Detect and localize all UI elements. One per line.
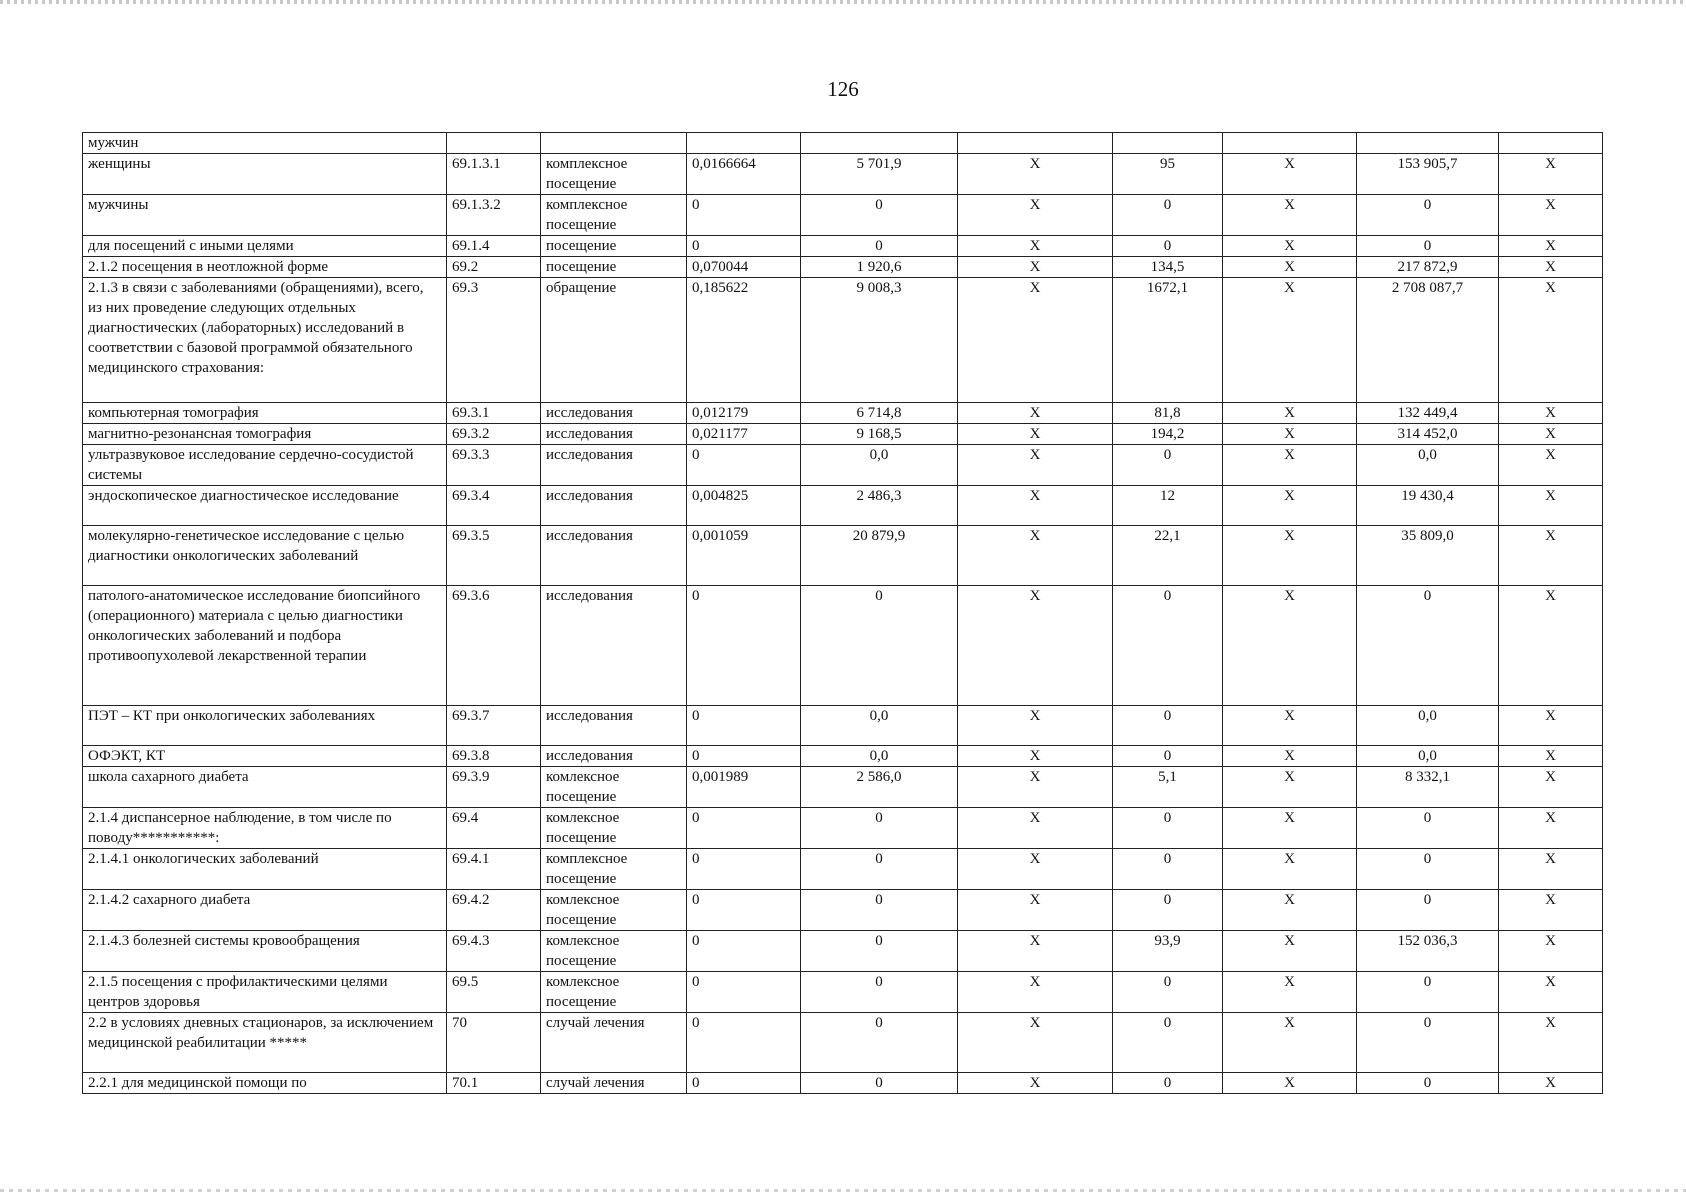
table-row <box>83 278 1603 403</box>
cell-c4: 0,070044 <box>687 257 801 278</box>
table-row <box>83 403 1603 424</box>
cell-code: 69.3.2 <box>447 424 541 445</box>
cell-c5: 6 714,8 <box>801 403 958 424</box>
cell-c4: 0 <box>687 890 801 931</box>
cell-code: 69.3 <box>447 278 541 403</box>
cell-name: ПЭТ – КТ при онкологических заболеваниях <box>83 706 447 746</box>
cell-c7: 0 <box>1113 890 1223 931</box>
cell-name: женщины <box>83 154 447 195</box>
cell-c6: X <box>958 808 1113 849</box>
cell-c9: 0 <box>1357 1013 1499 1073</box>
cell-c9: 153 905,7 <box>1357 154 1499 195</box>
cell-c5: 5 701,9 <box>801 154 958 195</box>
cell-c9: 314 452,0 <box>1357 424 1499 445</box>
table-row <box>83 706 1603 746</box>
cell-c7: 95 <box>1113 154 1223 195</box>
cell-c9: 35 809,0 <box>1357 526 1499 586</box>
table-row <box>83 486 1603 526</box>
cell-name: 2.1.3 в связи с заболеваниями (обращениями), всего, из них проведение следующих отдельных диагностических (лабораторных) исследований в соответствии с базовой программой обязательного медицинского страхования: <box>83 278 447 403</box>
cell-c6: X <box>958 706 1113 746</box>
cell-c8: X <box>1223 1073 1357 1094</box>
cell-c5: 0 <box>801 890 958 931</box>
cell-c7: 0 <box>1113 236 1223 257</box>
cell-c7: 134,5 <box>1113 257 1223 278</box>
cell-unit: комлексное посещение <box>541 808 687 849</box>
cell-unit: комплексное посещение <box>541 849 687 890</box>
table-row <box>83 133 1603 154</box>
cell-c9: 0 <box>1357 586 1499 706</box>
cell-c5: 0 <box>801 931 958 972</box>
cell-c9: 0,0 <box>1357 706 1499 746</box>
cell-name: школа сахарного диабета <box>83 767 447 808</box>
cell-c6: X <box>958 236 1113 257</box>
cell-c4: 0 <box>687 586 801 706</box>
cell-c7: 93,9 <box>1113 931 1223 972</box>
cell-c8: X <box>1223 403 1357 424</box>
table-body <box>83 133 1603 1094</box>
cell-c9: 0,0 <box>1357 445 1499 486</box>
cell-unit: исследования <box>541 586 687 706</box>
cell-c8 <box>1223 133 1357 154</box>
cell-c10: X <box>1499 278 1603 403</box>
cell-c4: 0 <box>687 849 801 890</box>
cell-c8: X <box>1223 445 1357 486</box>
table-row <box>83 972 1603 1013</box>
cell-c9: 0 <box>1357 808 1499 849</box>
cell-c9: 0 <box>1357 195 1499 236</box>
cell-c7: 5,1 <box>1113 767 1223 808</box>
cell-c8: X <box>1223 849 1357 890</box>
cell-c4: 0,0166664 <box>687 154 801 195</box>
cell-unit: комплексное посещение <box>541 195 687 236</box>
cell-c7: 0 <box>1113 706 1223 746</box>
table-row <box>83 424 1603 445</box>
table-row <box>83 445 1603 486</box>
data-table <box>82 132 1603 1094</box>
cell-c8: X <box>1223 278 1357 403</box>
cell-c10: X <box>1499 445 1603 486</box>
cell-c6: X <box>958 403 1113 424</box>
cell-c6: X <box>958 257 1113 278</box>
table-row <box>83 1073 1603 1094</box>
cell-c10: X <box>1499 849 1603 890</box>
cell-c10: X <box>1499 403 1603 424</box>
cell-c10: X <box>1499 257 1603 278</box>
cell-c8: X <box>1223 972 1357 1013</box>
cell-unit: исследования <box>541 486 687 526</box>
cell-c8: X <box>1223 746 1357 767</box>
cell-name: ультразвуковое исследование сердечно-сосудистой системы <box>83 445 447 486</box>
cell-code: 69.4 <box>447 808 541 849</box>
cell-name: мужчин <box>83 133 447 154</box>
cell-c7: 81,8 <box>1113 403 1223 424</box>
cell-name: 2.1.4.1 онкологических заболеваний <box>83 849 447 890</box>
cell-c5 <box>801 133 958 154</box>
cell-c6: X <box>958 278 1113 403</box>
cell-c4: 0 <box>687 808 801 849</box>
cell-name: патолого-анатомическое исследование биопсийного (операционного) материала с целью диагностики онкологических заболеваний и подбора противоопухолевой лекарственной терапии <box>83 586 447 706</box>
cell-c8: X <box>1223 257 1357 278</box>
cell-c4: 0,185622 <box>687 278 801 403</box>
cell-code: 70 <box>447 1013 541 1073</box>
cell-name: молекулярно-генетическое исследование с целью диагностики онкологических заболеваний <box>83 526 447 586</box>
cell-name: эндоскопическое диагностическое исследование <box>83 486 447 526</box>
cell-c7: 22,1 <box>1113 526 1223 586</box>
cell-c8: X <box>1223 706 1357 746</box>
cell-c10 <box>1499 133 1603 154</box>
cell-code: 69.4.3 <box>447 931 541 972</box>
cell-code: 69.1.4 <box>447 236 541 257</box>
cell-code: 69.1.3.2 <box>447 195 541 236</box>
cell-c8: X <box>1223 767 1357 808</box>
cell-c7: 0 <box>1113 972 1223 1013</box>
cell-unit: комлексное посещение <box>541 767 687 808</box>
cell-c8: X <box>1223 890 1357 931</box>
cell-c8: X <box>1223 486 1357 526</box>
cell-c7: 0 <box>1113 445 1223 486</box>
cell-c10: X <box>1499 195 1603 236</box>
cell-name: 2.1.4.3 болезней системы кровообращения <box>83 931 447 972</box>
cell-c8: X <box>1223 586 1357 706</box>
cell-name: ОФЭКТ, КТ <box>83 746 447 767</box>
cell-unit <box>541 133 687 154</box>
cell-c6: X <box>958 1013 1113 1073</box>
cell-c5: 2 586,0 <box>801 767 958 808</box>
cell-code: 69.3.7 <box>447 706 541 746</box>
cell-c4: 0 <box>687 746 801 767</box>
cell-unit: обращение <box>541 278 687 403</box>
table-row <box>83 586 1603 706</box>
cell-c10: X <box>1499 586 1603 706</box>
cell-c9: 2 708 087,7 <box>1357 278 1499 403</box>
cell-code: 69.2 <box>447 257 541 278</box>
cell-c5: 0 <box>801 195 958 236</box>
cell-c5: 1 920,6 <box>801 257 958 278</box>
cell-c10: X <box>1499 972 1603 1013</box>
cell-c6: X <box>958 890 1113 931</box>
cell-c4: 0,001989 <box>687 767 801 808</box>
cell-c5: 0 <box>801 1073 958 1094</box>
cell-c9: 0 <box>1357 1073 1499 1094</box>
cell-c4: 0,012179 <box>687 403 801 424</box>
cell-c9: 0 <box>1357 890 1499 931</box>
cell-c10: X <box>1499 236 1603 257</box>
cell-c10: X <box>1499 1013 1603 1073</box>
table-row <box>83 257 1603 278</box>
cell-c7: 0 <box>1113 1073 1223 1094</box>
cell-c10: X <box>1499 931 1603 972</box>
table-row <box>83 1013 1603 1073</box>
cell-c9: 8 332,1 <box>1357 767 1499 808</box>
cell-code: 69.3.9 <box>447 767 541 808</box>
table-row <box>83 849 1603 890</box>
table-row <box>83 890 1603 931</box>
cell-c4: 0,021177 <box>687 424 801 445</box>
cell-c4: 0 <box>687 972 801 1013</box>
cell-code: 69.3.5 <box>447 526 541 586</box>
cell-c7 <box>1113 133 1223 154</box>
cell-unit: посещение <box>541 257 687 278</box>
cell-c10: X <box>1499 706 1603 746</box>
cell-c6: X <box>958 767 1113 808</box>
cell-c6: X <box>958 486 1113 526</box>
cell-c6: X <box>958 586 1113 706</box>
cell-c5: 0 <box>801 236 958 257</box>
cell-c7: 12 <box>1113 486 1223 526</box>
cell-c10: X <box>1499 890 1603 931</box>
cell-c6: X <box>958 445 1113 486</box>
cell-c7: 0 <box>1113 586 1223 706</box>
cell-c5: 0,0 <box>801 445 958 486</box>
cell-c4: 0,004825 <box>687 486 801 526</box>
cell-c5: 0 <box>801 1013 958 1073</box>
cell-name: для посещений с иными целями <box>83 236 447 257</box>
table-row <box>83 931 1603 972</box>
cell-c6 <box>958 133 1113 154</box>
cell-c7: 0 <box>1113 808 1223 849</box>
cell-c9: 217 872,9 <box>1357 257 1499 278</box>
cell-unit: комлексное посещение <box>541 931 687 972</box>
cell-c8: X <box>1223 236 1357 257</box>
cell-unit: исследования <box>541 445 687 486</box>
cell-c5: 0,0 <box>801 706 958 746</box>
cell-code <box>447 133 541 154</box>
cell-c7: 0 <box>1113 849 1223 890</box>
cell-c4: 0 <box>687 195 801 236</box>
cell-c7: 194,2 <box>1113 424 1223 445</box>
cell-c7: 1672,1 <box>1113 278 1223 403</box>
cell-code: 69.1.3.1 <box>447 154 541 195</box>
cell-name: 2.1.4 диспансерное наблюдение, в том числе по поводу***********: <box>83 808 447 849</box>
cell-c10: X <box>1499 526 1603 586</box>
table-row <box>83 746 1603 767</box>
cell-code: 69.3.4 <box>447 486 541 526</box>
cell-unit: комлексное посещение <box>541 890 687 931</box>
cell-c5: 0 <box>801 849 958 890</box>
cell-c8: X <box>1223 526 1357 586</box>
cell-c9 <box>1357 133 1499 154</box>
cell-name: 2.1.4.2 сахарного диабета <box>83 890 447 931</box>
cell-unit: исследования <box>541 403 687 424</box>
table-row <box>83 767 1603 808</box>
cell-unit: посещение <box>541 236 687 257</box>
cell-c4: 0,001059 <box>687 526 801 586</box>
cell-name: 2.2 в условиях дневных стационаров, за исключением медицинской реабилитации ***** <box>83 1013 447 1073</box>
cell-c6: X <box>958 1073 1113 1094</box>
cell-name: 2.1.5 посещения с профилактическими целями центров здоровья <box>83 972 447 1013</box>
cell-c5: 9 008,3 <box>801 278 958 403</box>
cell-name: 2.1.2 посещения в неотложной форме <box>83 257 447 278</box>
cell-unit: исследования <box>541 706 687 746</box>
cell-unit: исследования <box>541 746 687 767</box>
cell-c6: X <box>958 931 1113 972</box>
cell-c9: 0 <box>1357 972 1499 1013</box>
table-row <box>83 236 1603 257</box>
cell-c7: 0 <box>1113 1013 1223 1073</box>
scan-edge-top <box>0 0 1686 4</box>
cell-c10: X <box>1499 767 1603 808</box>
cell-c10: X <box>1499 486 1603 526</box>
cell-c10: X <box>1499 746 1603 767</box>
cell-name: 2.2.1 для медицинской помощи по <box>83 1073 447 1094</box>
cell-unit: исследования <box>541 424 687 445</box>
table-row <box>83 808 1603 849</box>
cell-c5: 0 <box>801 972 958 1013</box>
cell-c5: 9 168,5 <box>801 424 958 445</box>
cell-unit: случай лечения <box>541 1013 687 1073</box>
table-row <box>83 154 1603 195</box>
cell-c10: X <box>1499 808 1603 849</box>
cell-c9: 132 449,4 <box>1357 403 1499 424</box>
cell-c8: X <box>1223 424 1357 445</box>
table-row <box>83 195 1603 236</box>
cell-c9: 0,0 <box>1357 746 1499 767</box>
cell-code: 69.5 <box>447 972 541 1013</box>
cell-c6: X <box>958 424 1113 445</box>
cell-c10: X <box>1499 1073 1603 1094</box>
cell-c5: 20 879,9 <box>801 526 958 586</box>
cell-c5: 2 486,3 <box>801 486 958 526</box>
table-row <box>83 526 1603 586</box>
cell-code: 69.4.1 <box>447 849 541 890</box>
cell-c8: X <box>1223 931 1357 972</box>
cell-c7: 0 <box>1113 195 1223 236</box>
cell-c4: 0 <box>687 931 801 972</box>
cell-c6: X <box>958 195 1113 236</box>
cell-c4 <box>687 133 801 154</box>
cell-name: компьютерная томография <box>83 403 447 424</box>
scan-edge-bottom <box>0 1189 1686 1192</box>
cell-unit: исследования <box>541 526 687 586</box>
cell-c9: 0 <box>1357 849 1499 890</box>
cell-unit: случай лечения <box>541 1073 687 1094</box>
cell-c6: X <box>958 849 1113 890</box>
cell-code: 69.3.1 <box>447 403 541 424</box>
cell-unit: комлексное посещение <box>541 972 687 1013</box>
cell-c9: 152 036,3 <box>1357 931 1499 972</box>
cell-c8: X <box>1223 1013 1357 1073</box>
cell-c10: X <box>1499 424 1603 445</box>
cell-c6: X <box>958 154 1113 195</box>
cell-name: магнитно-резонансная томография <box>83 424 447 445</box>
cell-name: мужчины <box>83 195 447 236</box>
cell-code: 70.1 <box>447 1073 541 1094</box>
cell-code: 69.4.2 <box>447 890 541 931</box>
cell-c6: X <box>958 746 1113 767</box>
cell-unit: комплексное посещение <box>541 154 687 195</box>
page-number: 126 <box>827 77 859 101</box>
cell-c5: 0,0 <box>801 746 958 767</box>
cell-c4: 0 <box>687 236 801 257</box>
cell-c6: X <box>958 526 1113 586</box>
cell-c4: 0 <box>687 706 801 746</box>
cell-c9: 0 <box>1357 236 1499 257</box>
cell-c8: X <box>1223 195 1357 236</box>
cell-c6: X <box>958 972 1113 1013</box>
cell-c5: 0 <box>801 586 958 706</box>
cell-code: 69.3.3 <box>447 445 541 486</box>
cell-c8: X <box>1223 154 1357 195</box>
cell-c7: 0 <box>1113 746 1223 767</box>
cell-c10: X <box>1499 154 1603 195</box>
cell-c8: X <box>1223 808 1357 849</box>
cell-c4: 0 <box>687 1073 801 1094</box>
cell-code: 69.3.6 <box>447 586 541 706</box>
cell-c9: 19 430,4 <box>1357 486 1499 526</box>
cell-c4: 0 <box>687 445 801 486</box>
cell-c5: 0 <box>801 808 958 849</box>
cell-c4: 0 <box>687 1013 801 1073</box>
cell-code: 69.3.8 <box>447 746 541 767</box>
